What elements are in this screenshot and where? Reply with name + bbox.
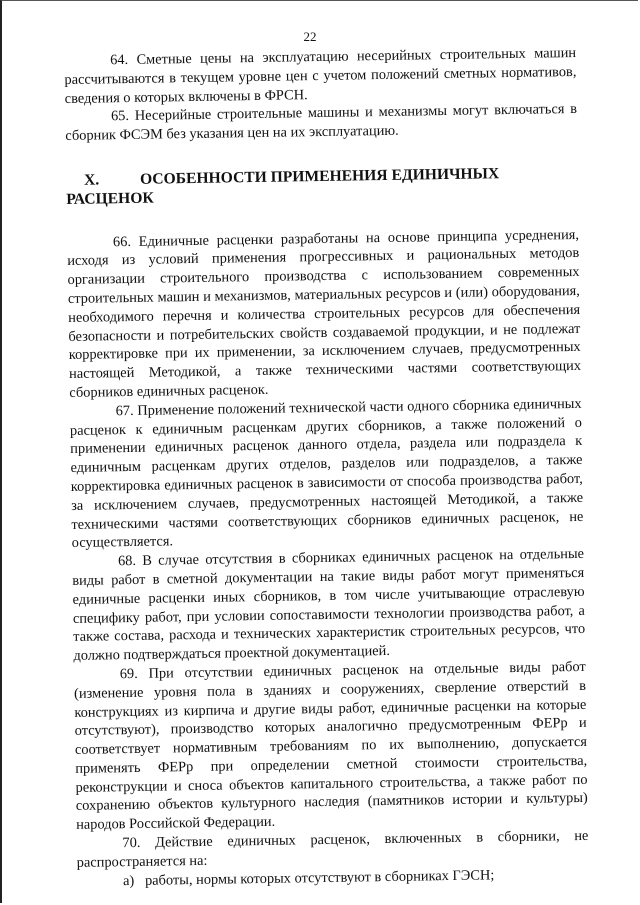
paragraph-67: 67. Применение положений технической части одного сборника единичных расценок к единичным расценкам других сборников, а также положений о применении единичных расценок данного отдела, раздела или подраздела к единичным расценкам других отделов, разделов или подразделов, а также корректировка единичных расценок в зависимости от способа производства работ, за исключением случаев, предусмотренных настоящей Методикой, а также техническими частями соответствующих сборников единичных расценок, не осуществляется. [69,395,584,552]
paragraph-64: 64. Сметные цены на эксплуатацию несерийных строительных машин рассчитываются в текущем уровне цен с учетом положений сметных нормативов, сведения о которых включены в ФРСН. [64,44,577,107]
section-number: X. [83,171,100,189]
section-heading [66,164,579,210]
paragraph-65: 65. Несерийные строительные машины и механизмы могут включаться в сборник ФСЭМ без указания цен на их эксплуатацию. [65,101,578,145]
paragraph-68: 68. В случае отсутствия в сборниках единичных расценок на отдельные виды работ в сметной документации на такие виды работ могут применяться единичные расценки иных сборников, в том числе учитывающие отраслевую специфику работ, при условии сопоставимости технологии производства работ, а также состава, расхода и технических характеристик строительных ресурсов, что должно подтверждаться проектной документацией. [72,546,586,665]
paragraph-69: 69. При отсутствии единичных расценок на отдельные виды работ (изменение уровня пола в зданиях и сооружениях, сверление отверстий в конструкциях из кирпича и другие виды работ, единичные расценки на которые отсутствуют), производство которых аналогично предусмотренным ФЕРр и соответствует нормативным требованиям по их выполнению, допускается применять ФЕРр при определении сметной стоимости строительства, реконструкции и сноса объектов капитального строительства, а также работ по сохранению объектов культурного наследия (памятников истории и культуры) народов Российской Федерации. [73,658,588,834]
paragraph-66: 66. Единичные расценки разработаны на основе принципа усреднения, исходя из условий применения прогрессивных и рациональных методов организации строительного производства с использованием современных строительных машин и механизмов, материальных ресурсов и (или) оборудования, необходимого перечня и количества строительных ресурсов для обеспечения безопасности и потребительских свойств создаваемой продукции, и не подлежат корректировке при их применении, за исключением случаев, предусмотренных настоящей Методикой, а также техническими частями соответствующих сборников единичных расценок. [67,226,582,401]
section-title: ОСОБЕННОСТИ ПРИМЕНЕНИЯ ЕДИНИЧНЫХ РАСЦЕНОК [66,165,500,208]
sub-item-marker: а) [122,872,135,889]
paragraph-70: 70. Действие единичных расценок, включенных в сборники, не распространяется на: [76,827,589,871]
page-number: 22 [303,29,317,44]
document-body [64,44,589,891]
sub-item-text: работы, нормы которых отсутствуют в сборниках ГЭСН; [144,867,495,889]
